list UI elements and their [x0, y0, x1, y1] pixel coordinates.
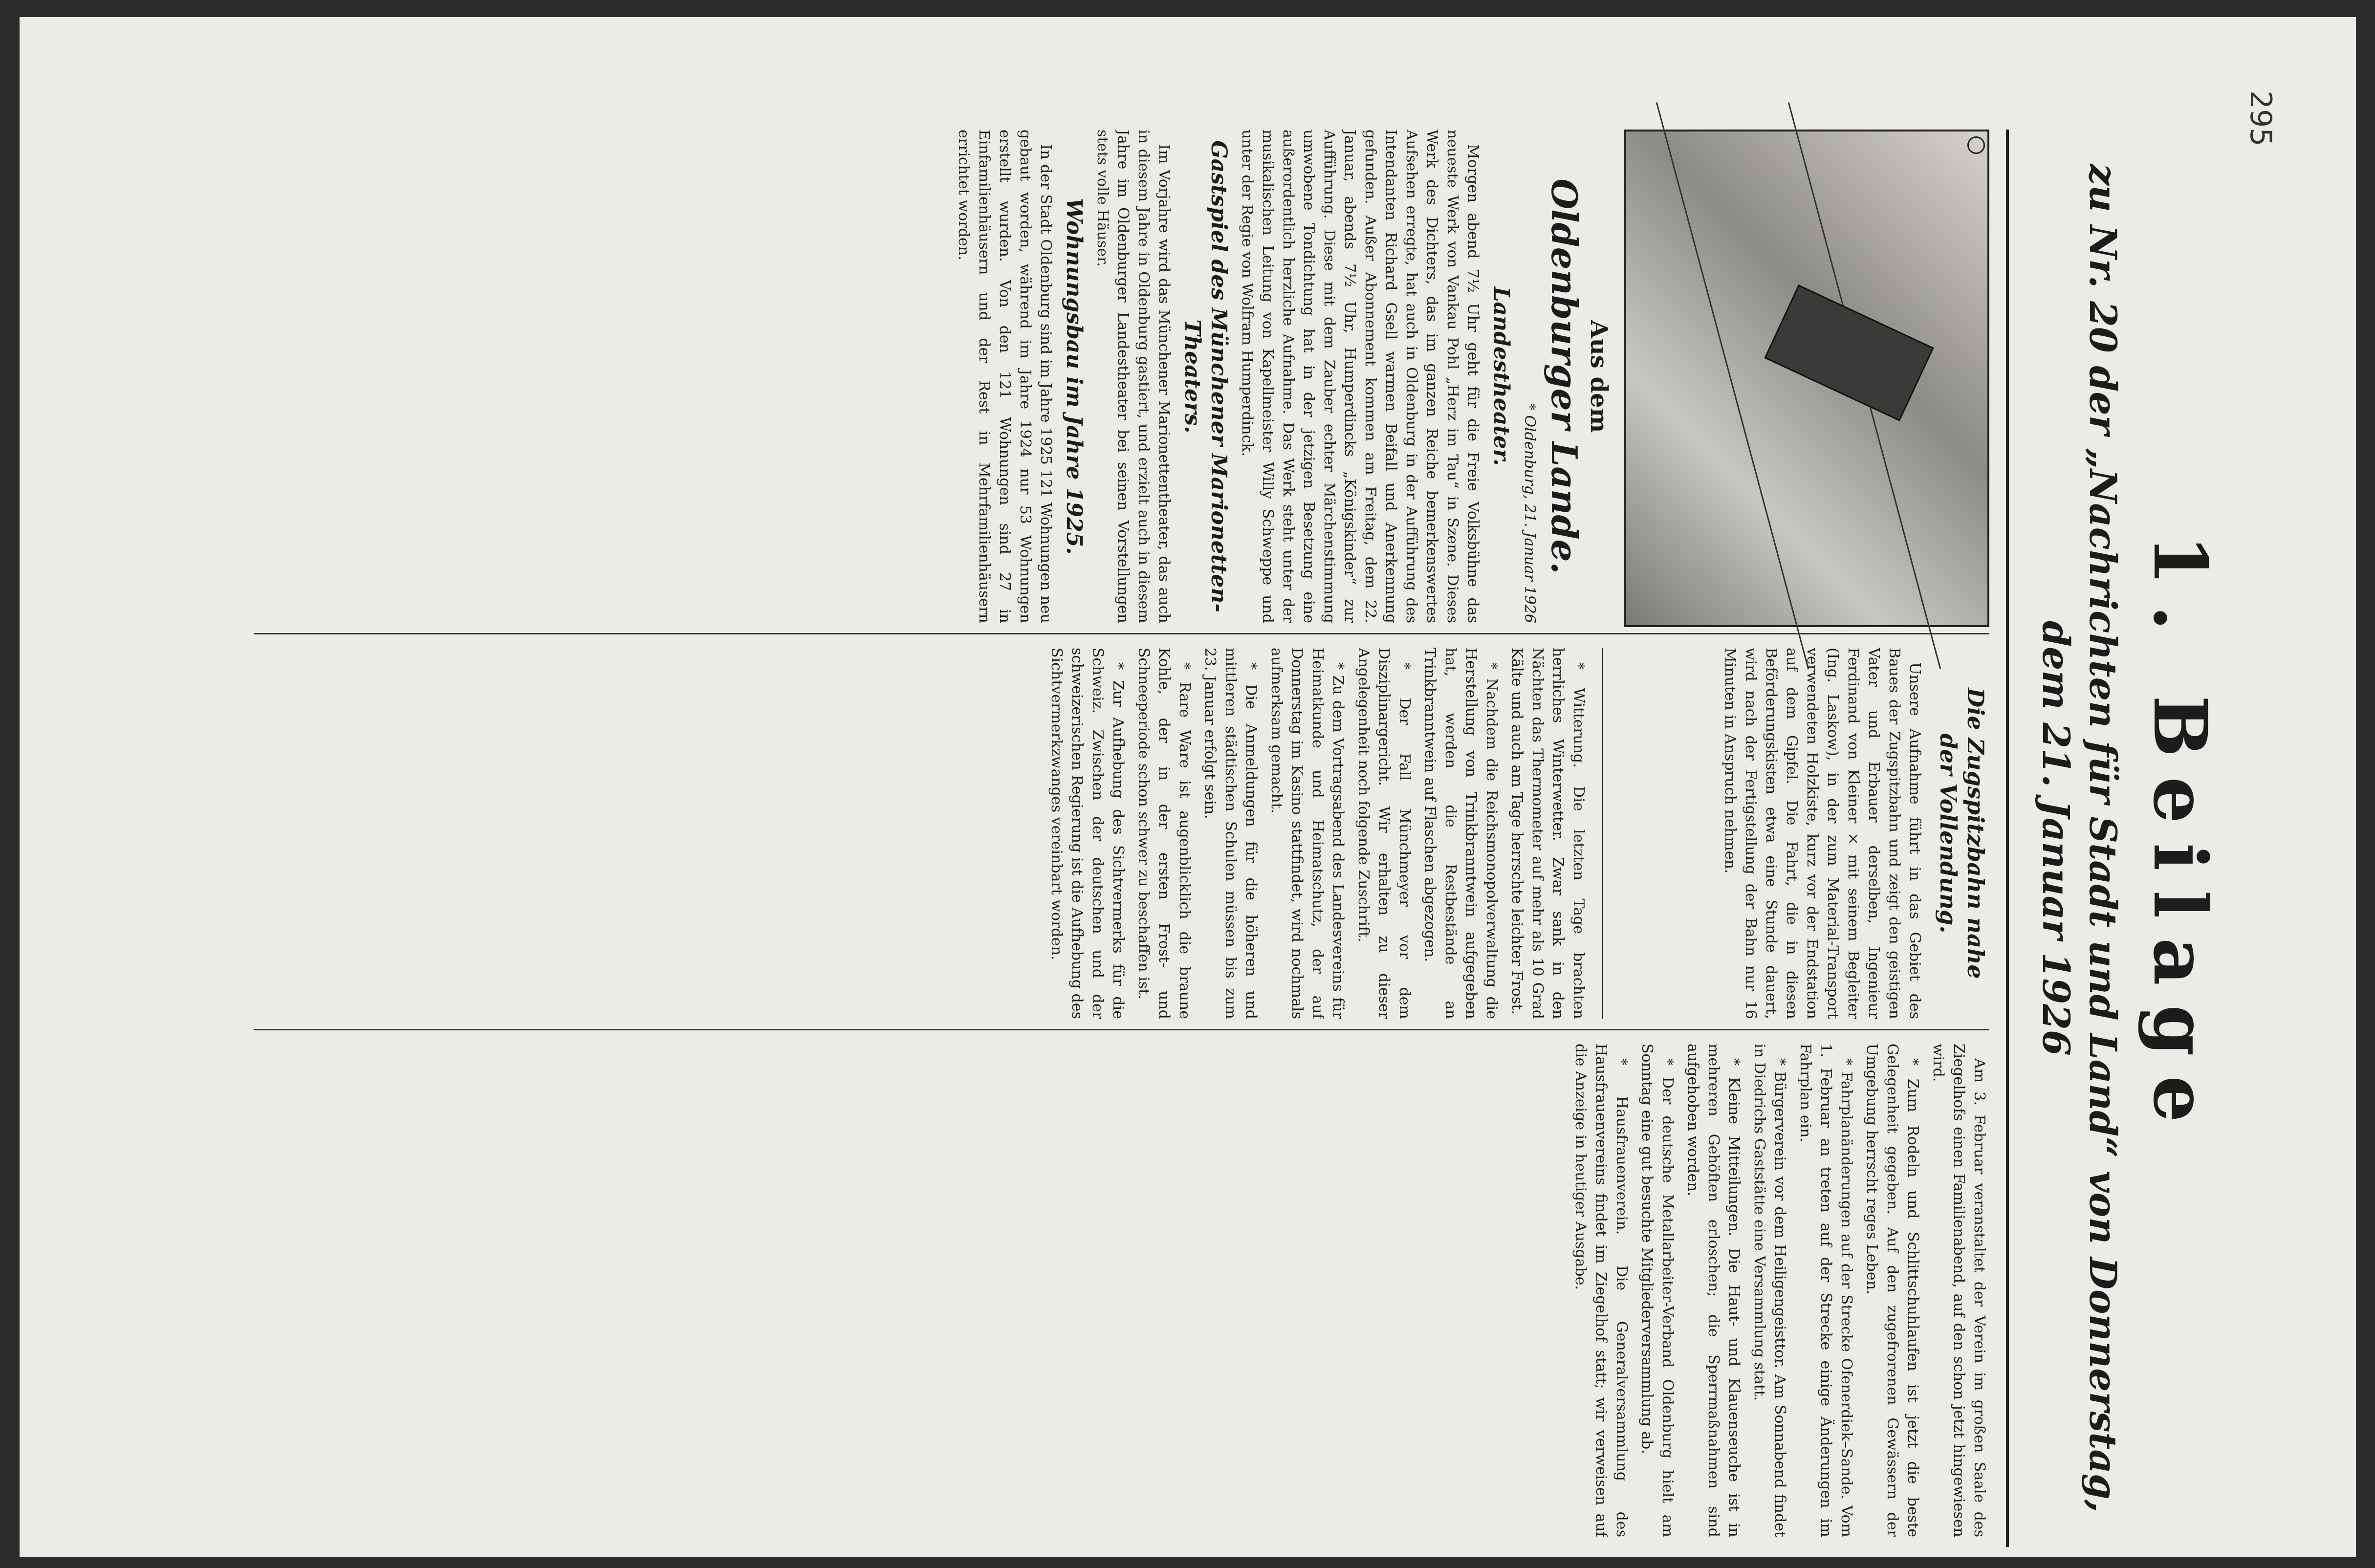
buergerverein-text: * Bürgerverein vor dem Heiligengeisttor. Am Sonnabend findet in Diedrichs Gaststätte eine Versammlung statt.: [1751, 1044, 1788, 1537]
landesverein-text: * Zu dem Vortragsabend des Landesvereins für Heimatkunde und Heimatschutz, der auf Donnerstag im Kasino stattfindet, wird nochmals aufmerksam gemacht.: [1268, 648, 1347, 1019]
landestheater-text: Morgen abend 7½ Uhr geht für die Freie Volksbühne das neueste Werk von Vankau Pohl „Herz im Tau“ in Szene. Dieses Werk des Dichters, das im ganzen Reiche bemerkenswertes Aufsehen erregte, hat auch in Oldenburg in der Aufführung des Intendanten Richard Gsell warmen Beifall und Anerkennung gefunden. Außer Abonnement kommen am Freitag, dem 22. Januar, abends 7½ Uhr, Humperdincks „Königskinder“ zur Aufführung. Diese mit dem Zauber echter Märchenstimmung umwobene Tondichtung hat in der jetzigen Besetzung eine außerordentlich herzliche Aufnahme. Das Werk steht unter der musikalischen Leitung von Kapellmeister Willy Schweppe und unter der Regie von Wolfram Humperdinck.: [1239, 130, 1482, 623]
supplement-title: 1. Beilage: [2137, 534, 2223, 1142]
wohnungsbau-heading: Wohnungsbau im Jahre 1925.: [1062, 198, 1087, 555]
dateline: * Oldenburg, 21. Januar 1926: [1521, 403, 1538, 623]
rodeln-text: * Zum Rodeln und Schlittschuhlaufen ist jetzt die beste Gelegenheit gegeben. Auf den zugefrorenen Gewässern der Umgebung herrscht reges Leben.: [1863, 1044, 1921, 1537]
photo-cable: [1656, 102, 1809, 669]
metallarbeiter-text: * Der deutsche Metallarbeiter-Verband Oldenburg hielt am Sonntag eine gut besuchte Mitgliederversammlung ab.: [1638, 1044, 1676, 1537]
photo-caption-column: [1598, 648, 1989, 1019]
caption-title-line2: der Vollendung.: [1935, 733, 1961, 934]
landestheater-heading: Landestheater.: [1489, 286, 1514, 466]
caption-text: Unsere Aufnahme führt in das Gebiet des Baues der Zugspitzbahn und zeigt den geistigen Vater und Erbauer derselben, Ingenieur Ferdinand von Kleiner × mit seinem Begleiter (Ing. Laskow), in der zum Material-Transport verwendeten Holzkiste, kurz vor der Endstation auf dem Gipfel. Die Fahrt, die in diesen Beförderungskisten etwa eine Stunde dauert, wird nach der Fertigstellung der Bahn nur 16 Minuten in Anspruch nehmen.: [1721, 648, 1923, 1019]
column-rule: [254, 633, 1989, 634]
caption-title-line1: Die Zugspitzbahn nahe: [1962, 688, 1989, 979]
zugspitzbahn-photo: [1624, 130, 1989, 627]
rotated-newspaper-sheet: [240, 130, 2223, 1547]
schweiz-text: * Zur Aufhebung des Sichtvermerks für die Schweiz. Zwischen der deutschen und der schweizerischen Regierung ist die Aufhebung des Sichtvermerkzwanges vereinbart worden.: [1048, 648, 1127, 1019]
wohnungsbau-text: In der Stadt Oldenburg sind im Jahre 1925 121 Wohnungen neu gebaut worden, während im Jahre 1924 nur 53 Wohnungen erstellt wurden. Von den 121 Wohnungen sind 27 in Einfamilienhäusern und der Rest in Mehrfamilienhäusern errichtet worden.: [955, 130, 1054, 623]
page-number: 295: [2244, 90, 2278, 147]
local-news-column: [254, 1044, 1989, 1537]
news-column: [254, 648, 1589, 1019]
newspaper-header: [2014, 130, 2223, 1547]
marionetten-text: Im Vorjahre wird das Münchener Marionettentheater, das auch in diesem Jahre in Oldenburg gastiert, und erzielt auch in diesem Jahre im Oldenburger Landestheater bei seinen Vorstellungen stets volle Häuser.: [1094, 130, 1173, 623]
newspaper-page: [20, 17, 2356, 1557]
transport-box: [1764, 284, 1934, 421]
section-pretitle: Aus dem: [1585, 320, 1612, 433]
caption-rule: [1602, 648, 1603, 1019]
reichsmonopol-text: * Nachdem die Reichsmonopolverwaltung die Herstellung von Trinkbranntwein aufgegeben hat, werden die Restbestände an Trinkbranntwein auf Flaschen abgezogen.: [1421, 648, 1500, 1019]
kleine-mitteilungen-text: * Kleine Mitteilungen. Die Haut- und Klauenseuche ist in mehreren Gehöften erloschen; die Sperrmaßnahmen sind aufgehoben worden.: [1684, 1044, 1743, 1537]
column-rule: [254, 1029, 1989, 1030]
intro-text: Am 3. Februar veranstaltet der Verein im großen Saale des Ziegelhofs einen Familienabend, auf den schon jetzt hingewiesen wird.: [1930, 1044, 1988, 1537]
photo-corner-mark: [1967, 136, 1985, 154]
eisenbahn-text: * Fahrplanänderungen auf der Strecke Ofenerdiek–Sande. Vom 1. Februar an treten auf der Strecke einige Änderungen im Fahrplan ein.: [1797, 1044, 1855, 1537]
section-title: Oldenburger Lande.: [1544, 178, 1585, 574]
hausfrauenverein-text: * Hausfrauenverein. Die Generalversammlung des Hausfrauenvereins findet im Ziegelhof statt; wir verweisen auf die Anzeige in heutiger Ausgabe.: [1572, 1044, 1630, 1537]
supplement-subtitle: zu Nr. 20 der „Nachrichten für Stadt und Land“ von Donnerstag, dem 21. Januar 1926: [2034, 164, 2125, 1513]
oldenburg-column: [254, 130, 1613, 623]
witterung-text: * Witterung. Die letzten Tage brachten herrliches Winterwetter. Zwar sank in den Nächten das Thermometer auf mehr als 10 Grad Kälte und auch am Tage herrschte leichter Frost.: [1508, 648, 1587, 1019]
rare-ware-text: * Rare Ware ist augenblicklich die braune Kohle, der in der ersten Frost- und Schneeperiode schon schwer zu beschaffen ist.: [1135, 648, 1193, 1019]
marionetten-heading: Gastspiel des Münchener Marionetten-Theaters.: [1180, 140, 1231, 612]
header-rule: [2006, 130, 2009, 1547]
muenchmeyer-text: * Der Fall Münchmeyer vor dem Disziplinargericht. Wir erhalten zu dieser Angelegenheit noch folgende Zuschrift.: [1355, 648, 1413, 1019]
anmeldungen-text: * Die Anmeldungen für die höheren und mittleren städtischen Schulen müssen bis zum 23. Januar erfolgt sein.: [1201, 648, 1260, 1019]
